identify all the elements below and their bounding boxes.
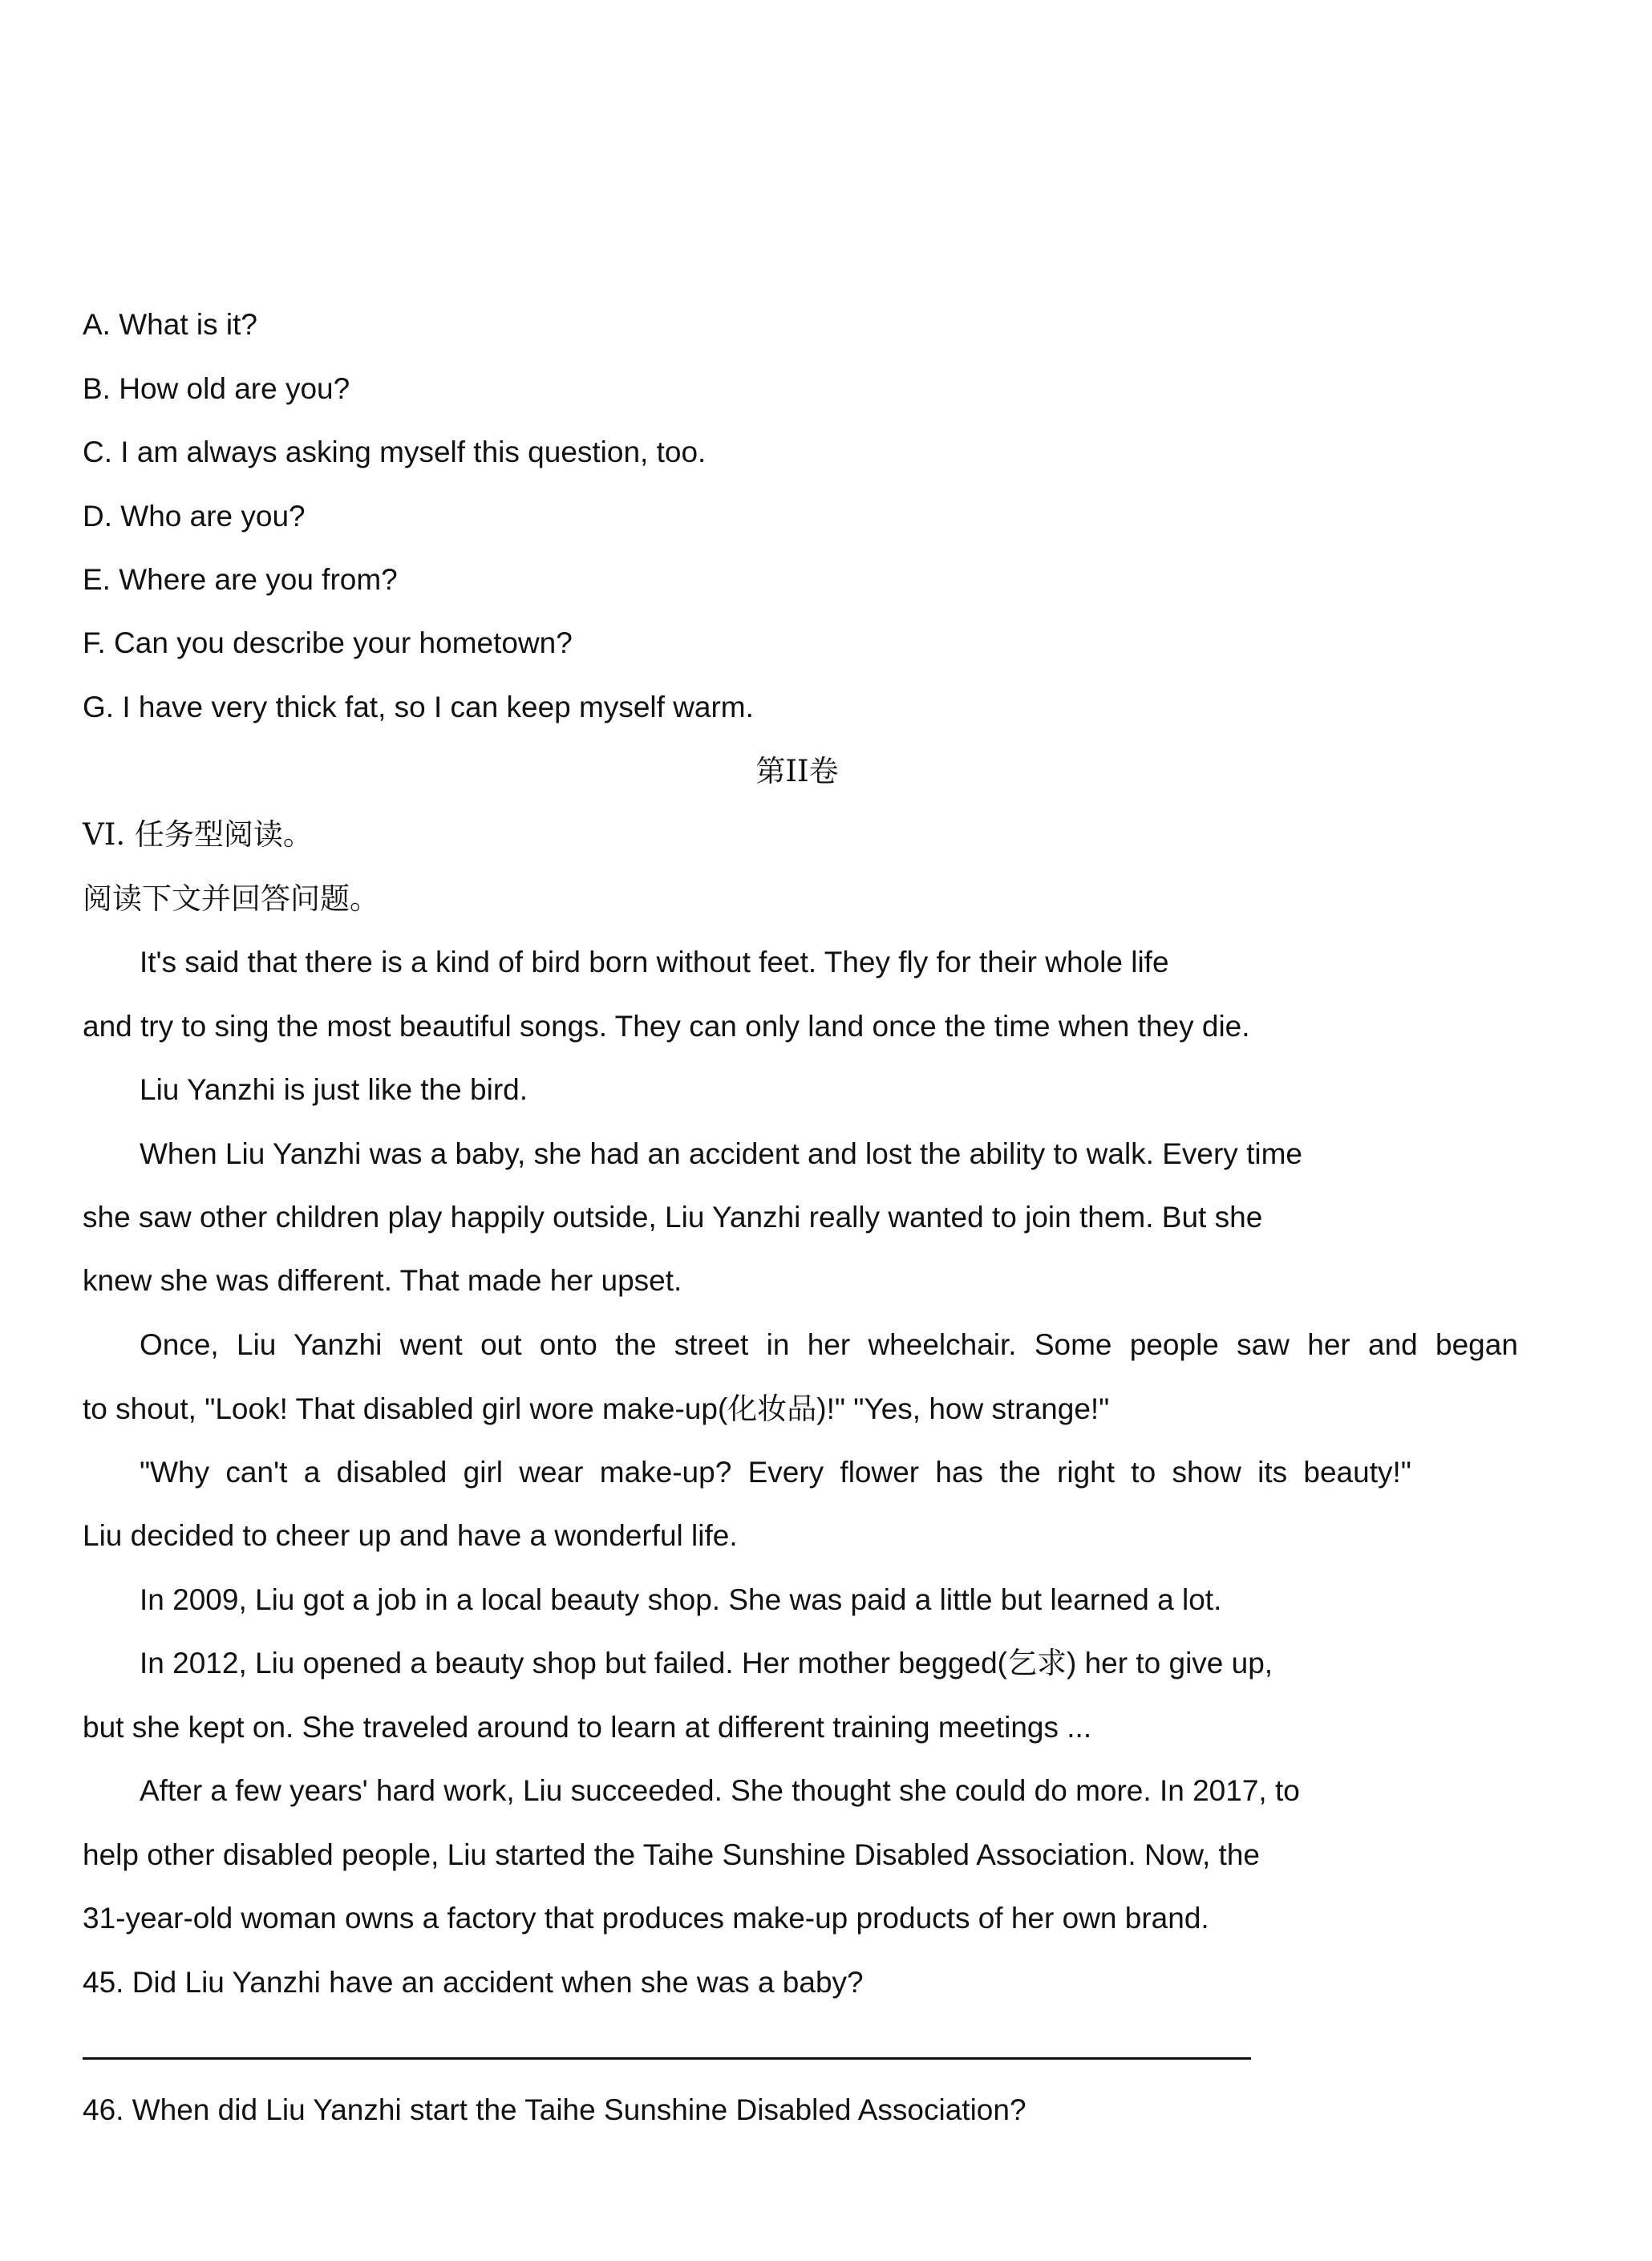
answer-line-45[interactable] [83,2057,1251,2060]
passage-line: It's said that there is a kind of bird born without feet. They fly for their whole life [140,946,1169,979]
question-45: 45. Did Liu Yanzhi have an accident when she was a baby? [83,1966,864,1999]
passage-line: but she kept on. She traveled around to learn at different training meetings ... [83,1711,1092,1744]
passage-line: knew she was different. That made her upset. [83,1264,682,1297]
volume-title: 第II卷 [755,754,839,788]
option-f: F. Can you describe your hometown? [83,626,573,659]
option-e: E. Where are you from? [83,563,398,596]
passage-line: 31-year-old woman owns a factory that produces make-up products of her own brand. [83,1902,1209,1935]
passage-line: she saw other children play happily outside, Liu Yanzhi really wanted to join them. But she [83,1201,1263,1234]
passage-line: help other disabled people, Liu started the Taihe Sunshine Disabled Association. Now, the [83,1838,1260,1871]
option-b: B. How old are you? [83,372,350,405]
option-a: A. What is it? [83,308,257,341]
section-heading: VI. 任务型阅读。 [83,817,313,852]
instruction: 阅读下文并回答问题。 [83,881,379,916]
passage-line: to shout, "Look! That disabled girl wore make-up(化妆品)!" "Yes, how strange!" [83,1392,1110,1425]
passage-line: In 2012, Liu opened a beauty shop but failed. Her mother begged(乞求) her to give up, [140,1647,1273,1680]
passage-line: Liu Yanzhi is just like the bird. [140,1073,528,1106]
option-g: G. I have very thick fat, so I can keep myself warm. [83,691,754,723]
question-46: 46. When did Liu Yanzhi start the Taihe Sunshine Disabled Association? [83,2093,1026,2126]
passage-line: When Liu Yanzhi was a baby, she had an accident and lost the ability to walk. Every time [140,1137,1302,1170]
passage-line: "Why can't a disabled girl wear make-up? Every flower has the right to show its beauty!" [140,1456,1411,1489]
passage-line: In 2009, Liu got a job in a local beauty shop. She was paid a little but learned a lot. [140,1583,1222,1616]
option-c: C. I am always asking myself this question, too. [83,436,707,468]
passage-line: and try to sing the most beautiful songs. They can only land once the time when they die. [83,1010,1250,1043]
passage-line: Once, Liu Yanzhi went out onto the street in her wheelchair. Some people saw her and began [140,1328,1518,1361]
passage-line: After a few years' hard work, Liu succeeded. She thought she could do more. In 2017, to [140,1774,1300,1807]
option-d: D. Who are you? [83,500,306,533]
passage-line: Liu decided to cheer up and have a wonderful life. [83,1519,738,1552]
